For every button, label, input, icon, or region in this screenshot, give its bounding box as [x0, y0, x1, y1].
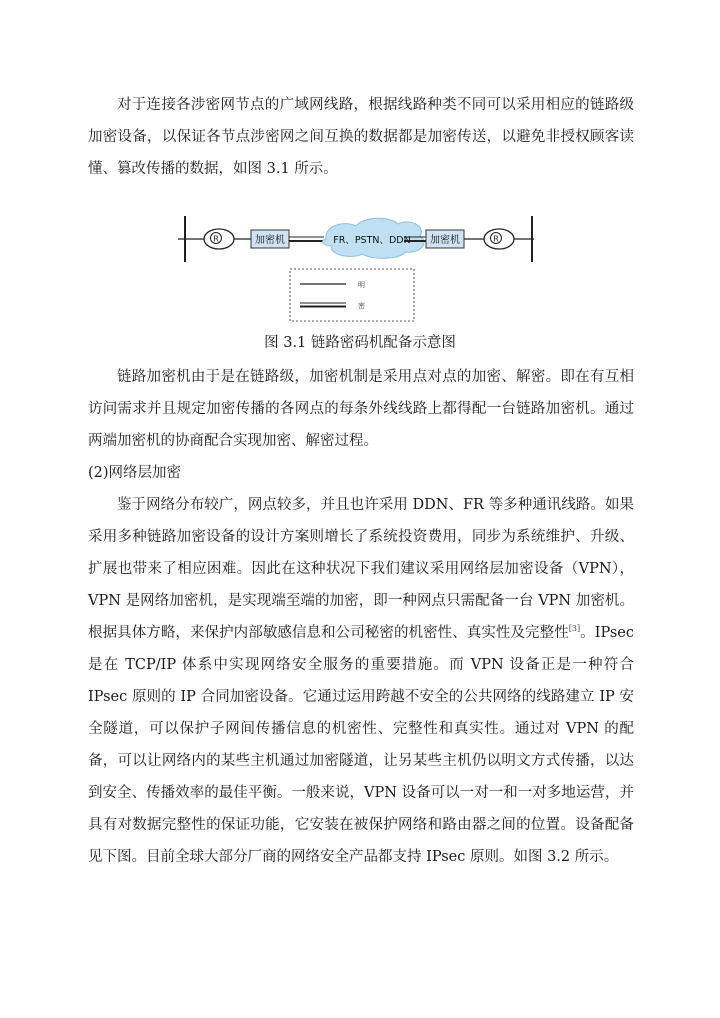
- left-router: [204, 229, 234, 249]
- network-paragraph-part1: 鉴于网络分布较广，网点较多，并且也许采用 DDN、FR 等多种通讯线路。如果采用多种链路加密设备的设计方案则增长了系统投资费用，同步为系统维护、升级、扩展也带来了相应困难。因此在这种状况下我们建议采用网络层加密设备（VPN），VPN 是网络加密机，是实现端至端的加密，即一种网点只需配备一台 VPN 加密机。根据具体方略，来保护内部敏感信息和公司秘密的机密性、真实性及完整性: [88, 497, 634, 641]
- intro-paragraph: 对于连接各涉密网节点的广域网线路，根据线路种类不同可以采用相应的链路级加密设备，以保证各节点涉密网之间互换的数据都是加密传送，以避免非授权顾客读懂、篡改传播的数据，如图 3.1 所示。: [88, 97, 634, 177]
- wan-cloud-label: FR、PSTN、DDN: [333, 235, 411, 246]
- right-encryptor-label: 加密机: [430, 235, 460, 246]
- citation-reference[interactable]: [3]: [568, 624, 581, 634]
- link-encryption-paragraph: 链路加密机由于是在链路级，加密机制是采用点对点的加密、解密。即在有互相访问需求并且规定加密传播的各网点的每条外线线路上都得配一台链路加密机。通过两端加密机的协商配合实现加密、解密过程。: [88, 369, 634, 449]
- wan-cloud: [323, 218, 424, 258]
- left-router-label: R: [213, 234, 219, 244]
- figure-caption: 图 3.1 链路密码机配备示意图: [264, 335, 456, 351]
- network-paragraph-part2: 。IPsec 是在 TCP/IP 体系中实现网络安全服务的重要措施。而 VPN 设备正是一种符合 IPsec 原则的 IP 合同加密设备。它通过运用跨越不安全的公共网络的线路建立 IP 安全隧道，可以保护子网间传播信息的机密性、完整性和真实性。通过对 VPN 的配备，可以让网络内的某些主机通过加密隧道，让另某些主机仍以明文方式传播，以达到安全、传播效率的最佳平衡。一般来说，VPN 设备可以一对一和一对多地运营，并具有对数据完整性的保证功能，它安装在被保护网络和路由器之间的位置。设备配备见下图。目前全球大部分厂商的网络安全产品都支持 IPsec 原则。如图 3.2 所示。: [88, 625, 634, 865]
- link-encryption-diagram: [176, 212, 544, 324]
- legend-plain-label: 明: [358, 281, 365, 289]
- legend-encrypted-label: 密: [358, 302, 365, 310]
- right-router: [484, 229, 514, 249]
- section-heading: (2)网络层加密: [88, 465, 182, 481]
- right-router-label: R: [493, 234, 499, 244]
- left-encryptor-label: 加密机: [255, 235, 285, 246]
- network-encryption-paragraph: [88, 489, 634, 873]
- right-encryptor: [426, 230, 464, 248]
- diagram-legend: [290, 269, 414, 321]
- left-encryptor: [251, 230, 289, 248]
